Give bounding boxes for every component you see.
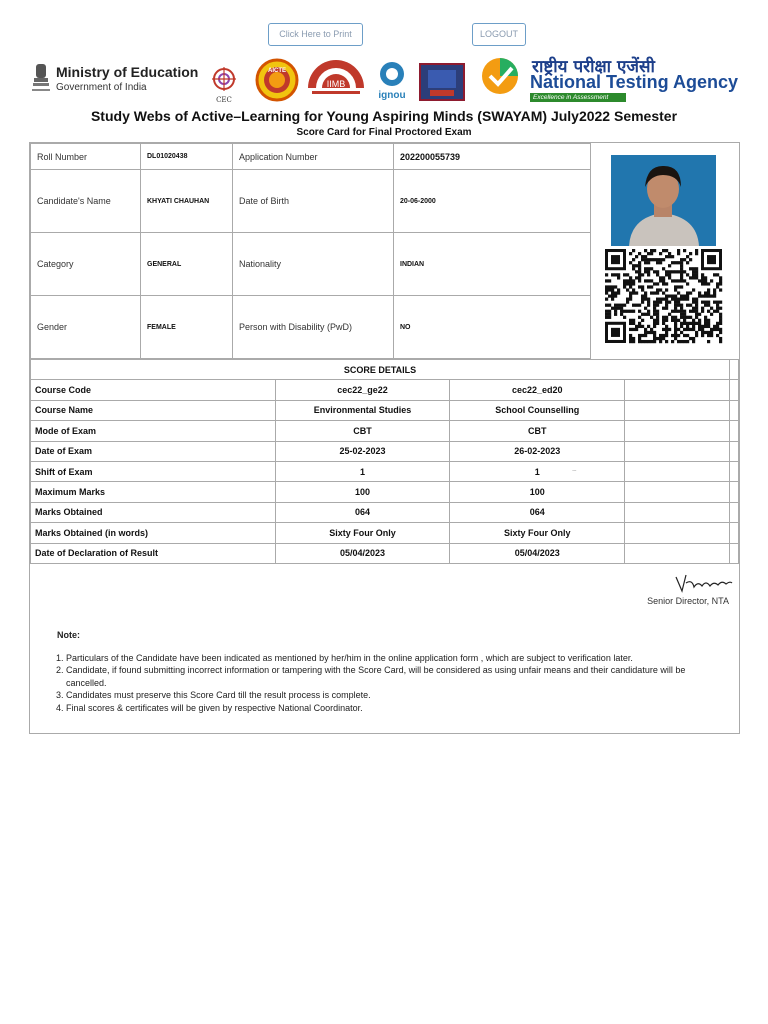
score-spacer-cell	[729, 482, 738, 502]
roll-number-label: Roll Number	[31, 144, 141, 170]
note-item: 2. Candidate, if found submitting incorrect information or tampering with the Score Card, will be considered as using unfair means and their candidature will be cancelled.	[56, 665, 686, 688]
course-2-value: School Counselling	[450, 400, 625, 420]
top-action-bar	[0, 23, 768, 47]
score-row	[31, 502, 739, 522]
national-emblem-icon	[30, 62, 52, 94]
cec-logo-icon	[208, 64, 240, 104]
course-1-value: 05/04/2023	[275, 543, 450, 563]
pwd-value: NO	[394, 296, 591, 359]
score-row-label: Course Code	[31, 380, 276, 400]
score-spacer-cell	[729, 400, 738, 420]
note-title: Note:	[57, 630, 80, 640]
score-spacer-cell	[729, 421, 738, 441]
note-item: 1. Particulars of the Candidate have been indicated as mentioned by her/him in the online application form , which are subject to verification later.	[56, 653, 633, 663]
course-1-value: Environmental Studies	[275, 400, 450, 420]
score-spacer-cell	[729, 380, 738, 400]
score-row-label: Marks Obtained (in words)	[31, 523, 276, 543]
empty-course-cell	[625, 461, 730, 481]
nationality-label: Nationality	[233, 233, 394, 296]
score-row-label: Maximum Marks	[31, 482, 276, 502]
logo-strip	[28, 56, 740, 104]
notes-list	[53, 652, 725, 714]
course-2-value: cec22_ed20	[450, 380, 625, 400]
course-2-value: CBT	[450, 421, 625, 441]
score-row	[31, 421, 739, 441]
qr-code-icon	[605, 249, 722, 343]
empty-course-cell	[625, 421, 730, 441]
score-spacer-cell	[729, 543, 738, 563]
iimb-logo-icon	[304, 58, 368, 102]
category-label: Category	[31, 233, 141, 296]
course-2-value: 26-02-2023	[450, 441, 625, 461]
score-details-table	[30, 359, 739, 564]
nta-hindi-name: राष्ट्रीय परीक्षा एजेंसी	[532, 57, 655, 77]
signature-designation: Senior Director, NTA	[647, 596, 729, 606]
score-row-label: Date of Exam	[31, 441, 276, 461]
empty-course-cell	[625, 482, 730, 502]
nationality-value: INDIAN	[394, 233, 591, 296]
course-1-value: 100	[275, 482, 450, 502]
score-spacer-cell	[729, 523, 738, 543]
empty-course-cell	[625, 502, 730, 522]
print-button[interactable]: Click Here to Print	[268, 23, 363, 46]
moe-subtitle: Government of India	[56, 82, 147, 93]
application-number-value: 202200055739	[394, 144, 591, 170]
score-row	[31, 441, 739, 461]
signature-name: VVaradar	[572, 471, 577, 472]
note-item: 3. Candidates must preserve this Score Card till the result process is complete.	[56, 690, 371, 701]
nta-english-name: National Testing Agency	[530, 72, 739, 92]
ignou-logo-icon	[374, 60, 410, 100]
course-1-value: 1	[275, 461, 450, 481]
score-spacer-cell	[729, 461, 738, 481]
course-1-value: 064	[275, 502, 450, 522]
empty-course-cell	[625, 441, 730, 461]
page-subtitle: Score Card for Final Proctored Exam	[296, 127, 472, 138]
ministry-of-education-logo	[28, 60, 206, 96]
score-spacer-cell	[729, 441, 738, 461]
course-2-value: 064	[450, 502, 625, 522]
score-spacer-cell	[729, 502, 738, 522]
score-row	[31, 543, 739, 563]
course-2-value: 05/04/2023	[450, 543, 625, 563]
application-number-label: Application Number	[233, 144, 394, 170]
nta-check-icon	[480, 56, 520, 96]
course-1-value: 25-02-2023	[275, 441, 450, 461]
course-2-value: Sixty Four Only	[450, 523, 625, 543]
course-1-value: CBT	[275, 421, 450, 441]
course-1-value: cec22_ge22	[275, 380, 450, 400]
institute-crest-icon	[418, 62, 466, 102]
score-row-label: Mode of Exam	[31, 421, 276, 441]
score-row-label: Course Name	[31, 400, 276, 420]
score-card	[29, 142, 740, 734]
empty-course-cell	[625, 523, 730, 543]
dob-label: Date of Birth	[233, 170, 394, 233]
category-value: GENERAL	[141, 233, 233, 296]
candidate-photo	[611, 155, 716, 246]
roll-number-value: DL01020438	[141, 144, 233, 170]
score-row	[31, 461, 739, 481]
note-item: 4. Final scores & certificates will be given by respective National Coordinator.	[56, 702, 363, 713]
aicte-label: AICTE	[268, 68, 286, 74]
course-2-value: 100	[450, 482, 625, 502]
candidate-name-label: Candidate's Name	[31, 170, 141, 233]
score-row	[31, 523, 739, 543]
nta-tagline: Excellence in Assessment	[530, 93, 626, 102]
candidate-info-table	[30, 143, 591, 359]
empty-course-cell	[625, 543, 730, 563]
ignou-label: ignou	[378, 90, 406, 101]
score-row-label: Marks Obtained	[31, 502, 276, 522]
dob-value: 20-06-2000	[394, 170, 591, 233]
score-details-heading: SCORE DETAILS	[31, 360, 730, 380]
empty-course-cell	[625, 380, 730, 400]
moe-title: Ministry of Education	[56, 64, 199, 80]
gender-value: FEMALE	[141, 296, 233, 359]
candidate-photo-image	[611, 155, 716, 246]
logout-button[interactable]: LOGOUT	[472, 23, 526, 46]
cec-label: CEC	[216, 96, 232, 104]
score-spacer-cell	[729, 360, 738, 380]
director-signature	[572, 471, 734, 597]
aicte-logo-icon	[252, 58, 302, 102]
page-title: Study Webs of Active–Learning for Young Aspiring Minds (SWAYAM) July2022 Semester	[90, 108, 678, 124]
candidate-name-value: KHYATI CHAUHAN	[141, 170, 233, 233]
course-1-value: Sixty Four Only	[275, 523, 450, 543]
score-row-label: Shift of Exam	[31, 461, 276, 481]
empty-course-cell	[625, 400, 730, 420]
pwd-label: Person with Disability (PwD)	[233, 296, 394, 359]
score-row	[31, 482, 739, 502]
score-row	[31, 380, 739, 400]
score-row	[31, 400, 739, 420]
course-2-value: 1	[450, 461, 625, 481]
iimb-label: IIMB	[326, 79, 346, 89]
gender-label: Gender	[31, 296, 141, 359]
score-row-label: Date of Declaration of Result	[31, 543, 276, 563]
score-rows	[31, 380, 739, 564]
nta-logo	[528, 56, 740, 104]
